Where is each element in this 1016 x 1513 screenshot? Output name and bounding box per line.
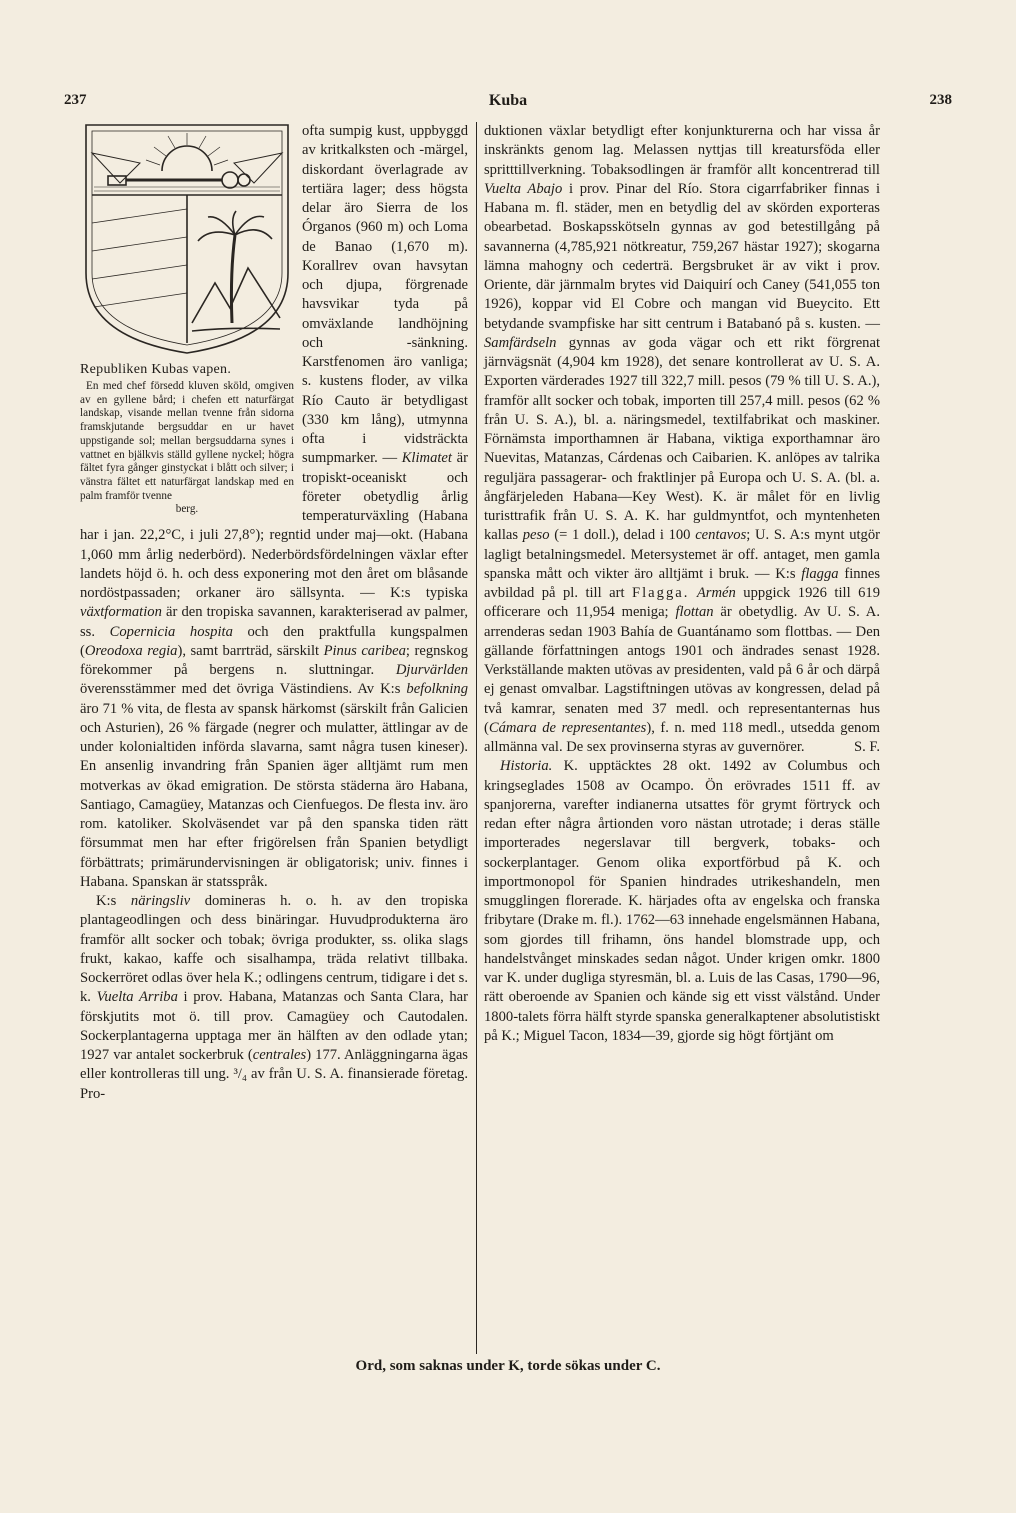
species-name: Pinus caribea (323, 642, 406, 659)
term: centrales (252, 1047, 307, 1063)
author-signature: S. F. (853, 739, 880, 755)
vaxt-text: och den praktfulla kungspalmen ( (80, 623, 468, 659)
footer-note: Ord, som saknas under K, torde sökas under C. (355, 1358, 661, 1374)
naringsliv-text: i prov. Habana, Matanzas och Santa Clara, har förskjutits mot ö. till prov. Camagüey och Cautodalen. Sockerplantagerna upptaga mer än hälften av den odlade ytan; 1927 var antalet sockerbruk ( (80, 989, 468, 1063)
caption-text: En med chef försedd kluven sköld, omgiven av en gyllene bård; i chefen ett naturfärgat landskap, visande mellan tvenne från sidorna framskjutande bergsuddar en ur havet uppstigande sol; mellan bergsuddarna synes i vattnet en bjälkvis ställd gyllene nyckel; högra fältet fyra gånger ginstyckat i blått och silver; i vänstra fältet ett naturfärgat landskap med en palm framför tvenne (80, 380, 294, 502)
term: centavos (695, 527, 747, 544)
paragraph (484, 122, 880, 757)
species-name: Copernicia hospita (109, 623, 233, 640)
vaxt-text: är den tropiska savannen, karakteriserad av palmer, ss. (80, 604, 468, 640)
text: duktionen växlar betydligt efter konjunkturerna och har vissa år inskränkts genom lag. Melassen nyttjas till kreatursföda eller spritttillverkning. Tobaksodlingen är framför allt koncentrerad till (484, 123, 880, 178)
intro-text: ofta sumpig kust, uppbyggd av kritkalksten och -märgel, diskordant överlagrade av tertiära lager; dess högsta delar äro Sierra de los Órganos (960 m) och Loma de Banao (1,670 m). Korallrev ovan havsytan och djupa, förgrenade havsvikar tyda på omväxlande landhöjning och -sänkning. Karstfenomen äro vanliga; s. kustens floder, av vilka Río Cauto är betydligast (330 km lång), utmynna ofta i vidsträckta sumpmarker. — (302, 123, 468, 467)
species-name: Oreodoxa regia (84, 642, 178, 659)
text: gynnas av goda vägar och ett rikt förgrenat järnvägsnät (4,904 km 1928), det senare kontrollerat av U. S. A. Exporten värderades 1927 till 322,7 mill. pesos (79 % till U. S. A.), framför allt socker och tobak, importen till 257,4 mill. pesos (62 % från U. S. A.), bl. a. näringsmedel, textilfabrikat och maskiner. Förnämsta importhamnen är Habana, viktiga exporthamnar äro Nuevitas, Matanzas, Cárdenas och Caibarien. K. anlöpes av talrika reguljära passagerar- och fraktlinjer på Europa och U. S. A. (bl. a. ångfärjeleden Habana—Key West). K. är målet för en livlig turisttrafik från U. S. A. K. har guldmyntfot, och myntenheten kallas (484, 334, 881, 544)
flagga-label: flagga (801, 565, 839, 582)
vaxt-text: ), samt barrträd, särskilt (177, 642, 320, 659)
page-number-left: 237 (64, 92, 87, 108)
cross-reference: Flagga. (632, 585, 690, 601)
djur-text: överensstämmer med det övriga Västindiens. Av K:s (80, 681, 401, 698)
caption-title: Republiken Kubas vapen. (80, 362, 232, 377)
text: är obetydlig. Av U. S. A. arrenderas sedan 1903 Bahía de Guantánamo som flottbas. — Den gällande författningen antogs 1901 och ändrades senast 1928. Verkställande makten utövas av presidenten, vald på 6 år och därpå ej genast omvalbar. Lagstiftningen utövas av kongressen, delad på två kamrar, senaten med 37 medl. och representanternas hus ( (484, 604, 880, 736)
historia-label: Historia. (500, 758, 553, 775)
befolkning-text: äro 71 % vita, de flesta av spansk härkomst (särskilt från Galicien och Asturien), 26 % färgade (negrer och mulatter, ättlingar av de under kolonialtiden införda slavarna, samt några tusen kineser). En ansenlig invandring från Spanien äger alltjämt rum men motverkas av ökad emigration. De största städerna äro Habana, Santiago, Camagüey, Matanzas och Cienfuegos. De flesta inv. äro rom. katoliker. Skolväsendet var på den spanska tiden rätt försummat men har efter frigörelsen från Spanien betydligt förbättrats; primärundervisningen är obligatorisk; univ. finnes i Habana. Spanskan är statsspråk. (80, 700, 468, 890)
text: ; U. S. A:s mynt utgör lagligt betalningsmedel. Metersystemet är off. antaget, men gamla spanska mått och vikter äro alltjämt i bruk. — K:s (484, 527, 880, 582)
naringsliv-text: domineras h. o. h. av den tropiska plantageodlingen och dess binäringar. Huvudprodukterna äro framför allt socker och tobak; övriga produkter, ss. olika slags frukt, kakao, kaffe och sisalhampa, träda relativt tillbaka. Sockerröret odlas över hela K.; odlingens centrum, tidigare i det s. k. (80, 893, 469, 1006)
place-name: Vuelta Arriba (96, 989, 178, 1006)
befolkning-label: befolkning (406, 681, 468, 698)
page-number-right: 238 (929, 92, 952, 108)
paragraph (80, 122, 468, 892)
armen-label: Armén (696, 585, 736, 601)
text: i prov. Pinar del Río. Stora cigarrfabriker finnas i Habana m. fl. städer, men en betydlig del av skörden exporteras obearbetad. Boskapsskötseln gynnas av god betestillgång på savannerna (4,785,921 nötkreatur, 759,267 hästar 1927); skogarna lämna mahogny och cederträ. Bergsbruket är av vikt i prov. Oriente, där järnmalm brytes vid Daiquirí och Caney (541,055 ton 1926), koppar vid El Cobre och mangan vid Bueycito. Ett betydande svampfiske har sitt centrum i Batabanó på s. kusten. — (484, 180, 881, 332)
column-left (80, 122, 468, 1104)
place-name: Vuelta Abajo (484, 180, 563, 197)
vaxtformation-label: växtformation (80, 604, 162, 621)
text: K. upptäcktes 28 okt. 1492 av Columbus och kringseglades 1508 av Ocampo. Ön erövrades 1511 ff. av spanjorerna, varefter indianerna utsattes för grymt förtryck och redan efter några årtionden voro nästan utrotade; i deras ställe importerades negerslavar till bergverk, tobaks- och sockerplantager. Genom olika exportförbud på K. och importmonopol för Spanien hindrades utrikeshandeln, men smugglingen florerade. K. härjades ofta av engelska och franska fribytare (Drake m. fl.). 1762—63 innehade engelsmännen Habana, som gjordes till frihamn, öns handel blomstrade upp, och handelstvånget minskades sedan något. Under krigen omkr. 1800 var K. under dugliga styresmän, bl. a. Luis de las Casas, 1790—96, rätt oberoende av Spanien och kände sig ett visst välstånd. Under 1800-talets förra hälft styrde spanska generalkaptener absolutistiskt på K.; Miguel Tacon, 1834—39, gjorde sig högt förtjänt om (484, 758, 880, 1044)
running-title: Kuba (488, 92, 528, 109)
term: peso (522, 527, 550, 544)
flottan-label: flottan (675, 604, 714, 621)
term: Cámara de representantes (488, 719, 647, 736)
column-right (484, 122, 880, 1046)
djurvarlden-label: Djurvärlden (395, 662, 469, 678)
coat-of-arms-illustration (80, 123, 294, 355)
paragraph (80, 892, 468, 1104)
paragraph (484, 757, 880, 1046)
coat-of-arms-block (80, 122, 294, 517)
klimat-text: är tropiskt-oceaniskt och företer obetydlig årlig temperaturväxling (Habana har i jan. 22,2°C, i juli 27,8°); regntid under maj—okt. (Habana 1,060 mm årlig nederbörd). Nederbördsfördelningen växlar efter landets höjd ö. h. och dess exponering mot den året om blåsande nordöstpassaden; orkaner äro sällsynta. — K:s typiska (80, 450, 468, 601)
text: uppgick 1926 till 619 officerare och 11,954 meniga; (484, 585, 881, 621)
fraction: ³/₄ (233, 1066, 247, 1083)
naringsliv-label: näringsliv (130, 893, 191, 909)
samfardseln-label: Samfärdseln (484, 334, 557, 351)
text: ), f. n. med 118 medl., utsedda genom allmänna val. De sex provinserna styras av guvernörer. (484, 719, 880, 755)
naringsliv-text: ) 177. Anläggningarna ägas eller kontrolleras till ung. (80, 1047, 468, 1083)
column-rule (476, 122, 477, 1354)
klimat-label: Klimatet (401, 450, 452, 467)
caption-end: berg. (175, 503, 199, 516)
vaxt-text: ; regnskog förekommer på bergens n. sluttningar. (80, 642, 468, 678)
naringsliv-pre: K:s (96, 893, 117, 909)
naringsliv-text: av från U. S. A. finansierade företag. Pro- (80, 1066, 468, 1102)
text: (= 1 doll.), delad i 100 (554, 527, 691, 544)
text: finnes avbildad på pl. till art (484, 565, 880, 601)
